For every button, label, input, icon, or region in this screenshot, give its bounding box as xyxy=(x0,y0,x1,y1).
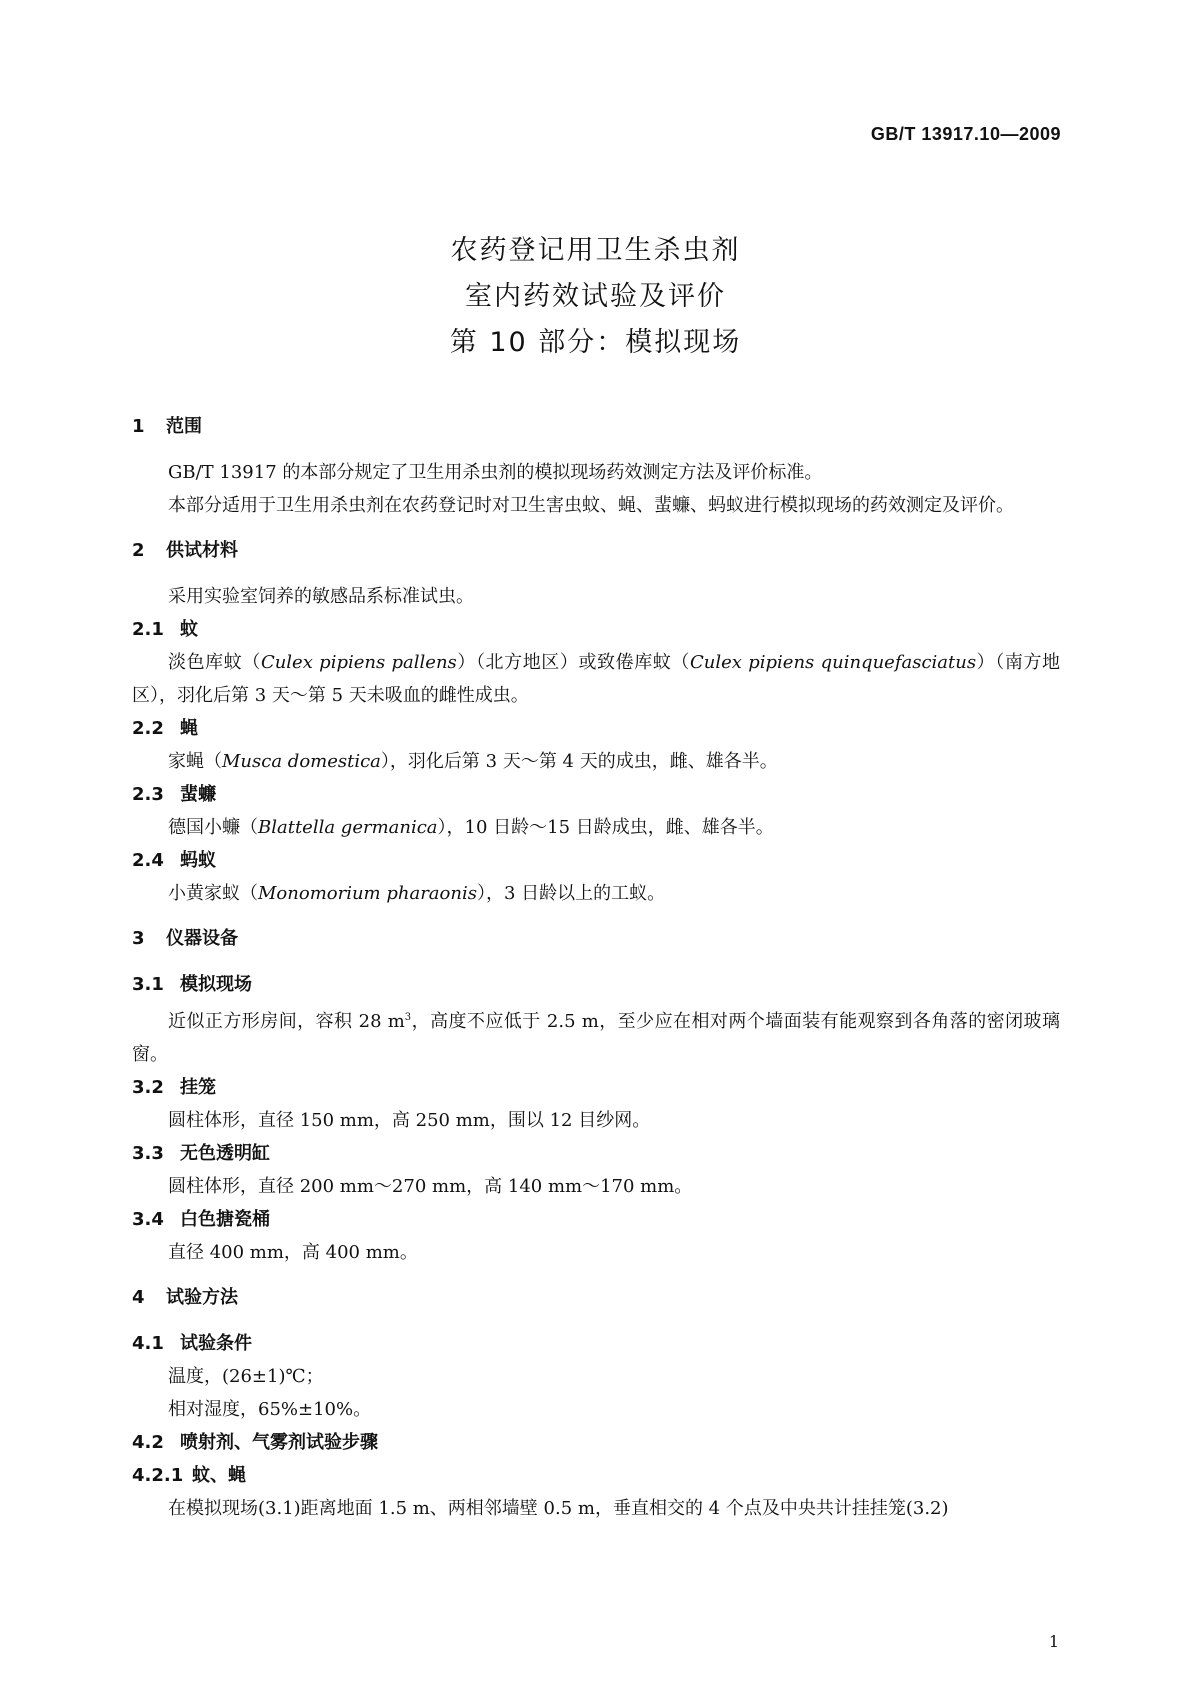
paragraph: 圆柱体形，直径 200 mm～270 mm，高 140 mm～170 mm。 xyxy=(168,1176,693,1197)
subsection-title: 无色透明缸 xyxy=(180,1143,270,1164)
condition-line: 温度，(26±1)℃； xyxy=(168,1366,324,1387)
text-run: ，高度不应低于 2.5 m，至少应在相对两个墙面装有能观察到各角落的密闭玻璃窗。 xyxy=(132,1011,1060,1065)
subsection-title: 试验条件 xyxy=(180,1333,252,1354)
subsection-number: 3.1 xyxy=(132,974,164,995)
title-line-1: 农药登记用卫生杀虫剂 xyxy=(450,235,741,266)
subsection-3-2-heading xyxy=(132,1071,1060,1104)
paragraph: 直径 400 mm，高 400 mm。 xyxy=(168,1242,418,1263)
subsection-4-1-heading xyxy=(132,1327,1060,1360)
subsection-number: 2.3 xyxy=(132,784,164,805)
section-title: 试验方法 xyxy=(166,1287,238,1308)
subsection-4-2-1-heading xyxy=(132,1459,1060,1492)
species-name: Blattella germanica xyxy=(258,817,438,838)
document-title xyxy=(0,228,1191,366)
text-run: 家蝇（ xyxy=(168,751,222,772)
subsection-number: 3.4 xyxy=(132,1209,164,1230)
text-run: 淡色库蚊（ xyxy=(168,652,261,673)
text-run: ），羽化后第 3 天～第 4 天的成虫，雌、雄各半。 xyxy=(380,751,778,772)
paragraph: 本部分适用于卫生用杀虫剂在农药登记时对卫生害虫蚊、蝇、蜚蠊、蚂蚁进行模拟现场的药效测定及评价。 xyxy=(168,495,1014,516)
subsection-number: 2.1 xyxy=(132,619,164,640)
subsection-number: 2.4 xyxy=(132,850,164,871)
species-name: Monomorium pharaonis xyxy=(258,883,477,904)
subsection-title: 蚂蚁 xyxy=(180,850,216,871)
section-number: 3 xyxy=(132,928,145,949)
page-number: 1 xyxy=(1048,1632,1059,1651)
section-2-heading xyxy=(132,534,1060,568)
document-body xyxy=(132,410,1060,1525)
text-run: 德国小蠊（ xyxy=(168,817,258,838)
subsection-number: 2.2 xyxy=(132,718,164,739)
section-1-heading xyxy=(132,410,1060,444)
paragraph: 采用实验室饲养的敏感品系标准试虫。 xyxy=(168,586,474,607)
subsection-title: 喷射剂、气雾剂试验步骤 xyxy=(180,1432,378,1453)
species-name: Musca domestica xyxy=(222,751,381,772)
section-title: 仪器设备 xyxy=(166,928,238,949)
paragraph xyxy=(132,877,1060,910)
paragraph xyxy=(132,646,1060,712)
subsection-2-4-heading xyxy=(132,844,1060,877)
subsection-2-2-heading xyxy=(132,712,1060,745)
species-name: Culex pipiens pallens xyxy=(260,652,457,673)
section-3-heading xyxy=(132,922,1060,956)
subsection-title: 蚊 xyxy=(180,619,198,640)
subsection-3-4-heading xyxy=(132,1203,1060,1236)
species-name: Culex pipiens quinquefasciatus xyxy=(690,652,977,673)
subsection-title: 蜚蠊 xyxy=(180,784,216,805)
subsection-number: 3.3 xyxy=(132,1143,164,1164)
subsection-title: 蚊、蝇 xyxy=(192,1465,246,1486)
section-title: 供试材料 xyxy=(166,540,238,561)
paragraph xyxy=(132,811,1060,844)
subsection-title: 模拟现场 xyxy=(180,974,252,995)
text-run: 近似正方形房间，容积 28 m xyxy=(168,1011,405,1032)
subsection-4-2-heading xyxy=(132,1426,1060,1459)
title-line-2: 室内药效试验及评价 xyxy=(465,281,726,312)
section-4-heading xyxy=(132,1281,1060,1315)
subsection-number: 4.2.1 xyxy=(132,1465,184,1486)
condition-line: 相对湿度，65%±10%。 xyxy=(168,1399,372,1420)
title-line-3: 第 10 部分：模拟现场 xyxy=(449,327,742,358)
subsection-3-3-heading xyxy=(132,1137,1060,1170)
section-number: 4 xyxy=(132,1287,145,1308)
subsection-title: 蝇 xyxy=(180,718,198,739)
paragraph: 在模拟现场(3.1)距离地面 1.5 m、两相邻墙壁 0.5 m，垂直相交的 4 个点及中央共计挂挂笼(3.2) xyxy=(168,1498,949,1519)
subsection-3-1-heading xyxy=(132,968,1060,1001)
text-run: ）（南方地区），羽化后第 3 天～第 5 天未吸血的雌性成虫。 xyxy=(132,652,1061,706)
subsection-2-1-heading xyxy=(132,613,1060,646)
subsection-number: 3.2 xyxy=(132,1077,164,1098)
section-number: 1 xyxy=(132,416,145,437)
section-number: 2 xyxy=(132,540,145,561)
paragraph xyxy=(132,745,1060,778)
subsection-title: 挂笼 xyxy=(180,1077,216,1098)
subsection-title: 白色搪瓷桶 xyxy=(180,1209,270,1230)
paragraph xyxy=(132,1001,1060,1071)
text-run: ），10 日龄～15 日龄成虫，雌、雄各半。 xyxy=(437,817,774,838)
subsection-number: 4.1 xyxy=(132,1333,164,1354)
standard-number: GB/T 13917.10—2009 xyxy=(870,124,1061,144)
subsection-2-3-heading xyxy=(132,778,1060,811)
text-run: 小黄家蚁（ xyxy=(168,883,258,904)
paragraph: 圆柱体形，直径 150 mm，高 250 mm，围以 12 目纱网。 xyxy=(168,1110,651,1131)
text-run: ）（北方地区）或致倦库蚊（ xyxy=(456,652,690,673)
subsection-number: 4.2 xyxy=(132,1432,164,1453)
paragraph: GB/T 13917 的本部分规定了卫生用杀虫剂的模拟现场药效测定方法及评价标准。 xyxy=(168,462,823,483)
superscript: 3 xyxy=(404,1012,412,1023)
section-title: 范围 xyxy=(166,416,202,437)
text-run: ），3 日龄以上的工蚁。 xyxy=(476,883,666,904)
